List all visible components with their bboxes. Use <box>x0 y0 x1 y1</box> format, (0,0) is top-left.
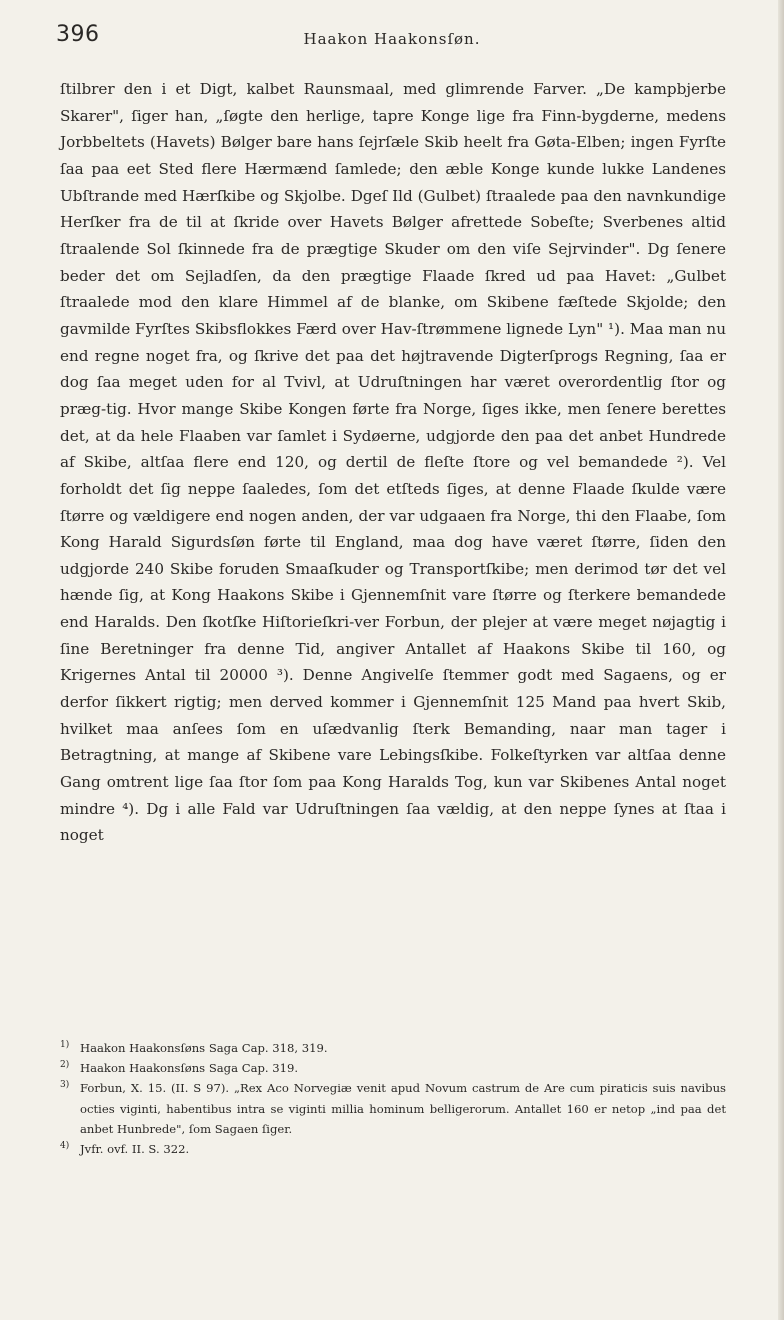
page-edge <box>778 0 784 1320</box>
footnote <box>60 1078 726 1139</box>
footnote <box>60 1058 726 1078</box>
footnote-text: Jvfr. ovf. II. S. 322. <box>80 1142 190 1157</box>
footnote-text: Forbun, X. 15. (II. S 97). „Rex Aco Norvegiæ venit apud Novum castrum de Are cum piraticis suis navibus octies viginti, habentibus intra se viginti millia hominum belligerorum. Antallet 160 er netop „ind paa det anbet Hunbrede", ſom Sagaen ſiger. <box>80 1081 726 1136</box>
footnotes <box>60 1038 726 1159</box>
running-title: Haakon Haakonsſøn. <box>303 30 481 48</box>
footnote-mark: 2) <box>60 1060 70 1071</box>
page-number: 396 <box>56 22 100 47</box>
footnote-text: Haakon Haakonsſøns Saga Cap. 319. <box>80 1061 299 1076</box>
footnote-text: Haakon Haakonsſøns Saga Cap. 318, 319. <box>80 1041 328 1055</box>
footnote <box>60 1139 726 1159</box>
footnote <box>60 1038 726 1058</box>
footnote-mark: 3) <box>60 1080 70 1091</box>
body-paragraph: ſtilbrer den i et Digt, kalbet Raunsmaal, med glimrende Farver. „De kampbjerbe Skarer", ſiger han, „ſøgte den herlige, tapre Konge lige fra Finn-bygderne, medens Jorbbeltets (Havets) Bølger bare hans ſejrſæle Skib heelt fra Gøta-Elben; ingen Fyrſte ſaa paa eet Sted flere Hærmænd ſamlede; den æble Konge kunde lukke Landenes Ubſtrande med Hærſkibe og Skjolbe. Dgeſ Ild (Gulbet) ſtraalede paa den navnkundige Herſker fra de til at ſkride over Havets Bølger afrettede Sobeſte; Sverbenes altid ſtraalende Sol ſkinnede fra de prægtige Skuder om den viſe Sejrvinder". Dg ſenere beder det om Sejladſen, da den prægtige Flaade ſkred ud paa Havet: „Gulbet ſtraalede mod den klare Himmel af de blanke, om Skibene fæſtede Skjolde; den gavmilde Fyrſtes Skibsflokkes Færd over Hav-ſtrømmene lignede Lyn" ¹). Maa man nu end regne noget fra, og ſkrive det paa det højtravende Digterſprogs Regning, ſaa er dog ſaa meget uden for al Tvivl, at Udruſtningen har været overordentlig ſtor og præg-tig. Hvor mange Skibe Kongen førte fra Norge, ſiges ikke, men ſenere berettes det, at da hele Flaaben var ſamlet i Sydøerne, udgjorde den paa det anbet Hundrede af Skibe, altſaa flere end 120, og dertil de fleſte ſtore og vel bemandede ²). Vel forholdt det ſig neppe ſaaledes, ſom det etſteds ſiges, at denne Flaade ſkulde være ſtørre og vældigere end nogen anden, der var udgaaen fra Norge, thi den Flaabe, ſom Kong Harald Sigurdsſøn førte til England, maa dog have været ſtørre, ſiden den udgjorde 240 Skibe foruden Smaaſkuder og Transportſkibe; men derimod tør det vel hænde ſig, at Kong Haakons Skibe i Gjennemſnit vare ſtørre og ſterkere bemandede end Haralds. Den ſkotſke Hiſtorieſkri-ver Forbun, der plejer at være meget nøjagtig i ſine Beretninger fra denne Tid, angiver Antallet af Haakons Skibe til 160, og Krigernes Antal til 20000 ³). Denne Angivelſe ſtemmer godt med Sagaens, og er derfor ſikkert rigtig; men derved kommer i Gjennemſnit 125 Mand paa hvert Skib, hvilket maa anſees ſom en uſædvanlig ſterk Bemanding, naar man tager i Betragtning, at mange af Skibene vare Lebingsſkibe. Folkeſtyrken var altſaa denne Gang omtrent lige ſaa ſtor ſom paa Kong Haralds Tog, kun var Skibenes Antal noget mindre ⁴). Dg i alle Fald var Udruſtningen ſaa vældig, at den neppe ſynes at ſtaa i noget <box>60 80 726 845</box>
footnote-mark: 1) <box>60 1040 70 1050</box>
footnote-mark: 4) <box>60 1141 70 1152</box>
